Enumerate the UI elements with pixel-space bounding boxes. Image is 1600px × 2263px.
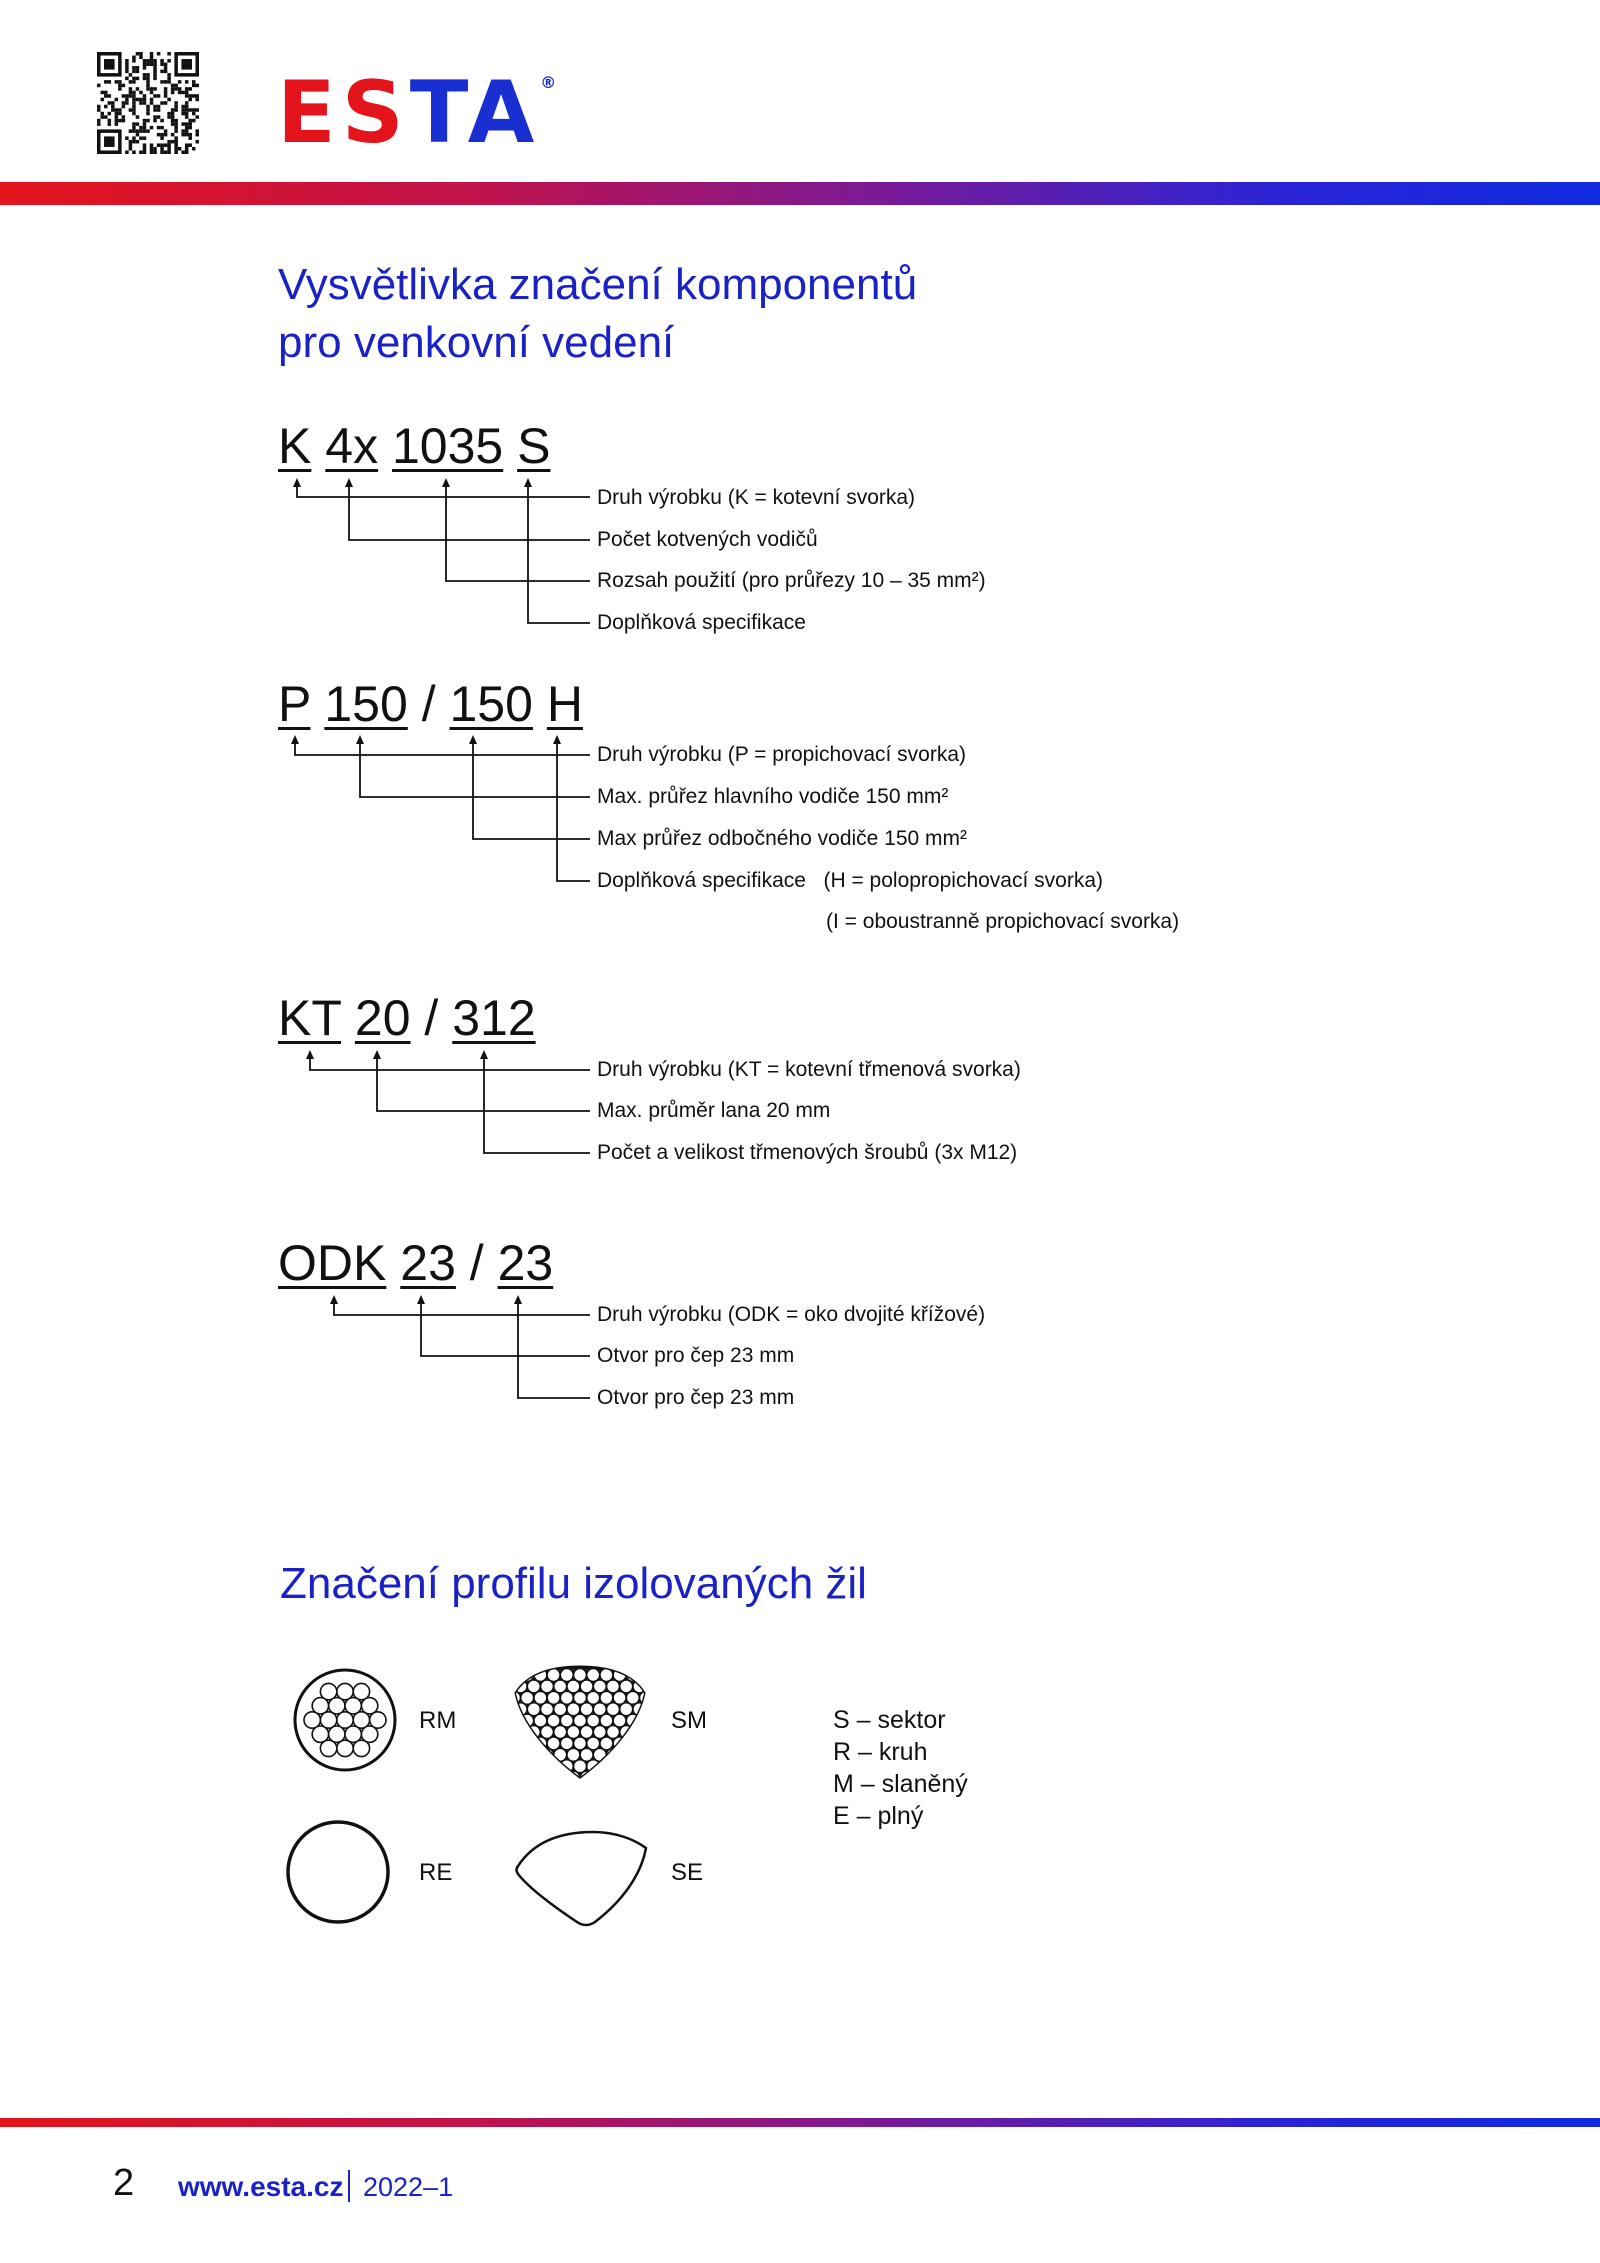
code-part: 312: [452, 990, 536, 1046]
leader-lines-code4: [330, 1295, 590, 1398]
sector-solid-profile-icon: [513, 1826, 651, 1928]
code3-desc-2: Max. průměr lana 20 mm: [597, 1099, 831, 1122]
code4-desc-1: Druh výrobku (ODK = oko dvojité křížové): [597, 1303, 986, 1326]
legend-item-m: M – slaněný: [833, 1770, 968, 1798]
profile-label-re: RE: [419, 1859, 453, 1886]
legend-item-e: E – plný: [833, 1802, 924, 1830]
code-part: S: [517, 418, 551, 474]
logo-letter: T: [409, 63, 468, 163]
code2-desc-1: Druh výrobku (P = propichovací svorka): [597, 743, 967, 766]
profile-label-sm: SM: [671, 1707, 707, 1734]
code-part: 23: [497, 1235, 554, 1291]
code1-desc-3: Rozsah použití (pro průřezy 10 – 35 mm²): [597, 569, 986, 592]
profile-legend: [833, 1704, 968, 1832]
round-solid-profile-icon: [284, 1818, 392, 1926]
logo-letter: A: [467, 63, 541, 163]
code-part: 23: [400, 1235, 456, 1291]
code2-desc-3: Max průřez odbočného vodiče 150 mm²: [597, 827, 968, 850]
code-part: 150: [324, 676, 408, 732]
footer-divider: [348, 2170, 350, 2202]
section-title-line1: Vysvětlivka značení komponentů: [278, 260, 918, 309]
edition-label: 2022–1: [363, 2172, 454, 2202]
code3-desc-1: Druh výrobku (KT = kotevní třmenová svorka): [597, 1058, 1021, 1081]
logo-letter: S: [341, 63, 410, 163]
code-part: KT: [278, 990, 341, 1046]
sector-stranded-profile-icon: [510, 1665, 650, 1783]
code2-desc-2: Max. průřez hlavního vodiče 150 mm²: [597, 785, 949, 808]
code-part: 4x: [325, 418, 379, 474]
page-number: 2: [113, 2162, 135, 2204]
profiles-section-title: Značení profilu izolovaných žil: [280, 1559, 867, 1608]
website-link[interactable]: www.esta.cz: [178, 2171, 344, 2202]
leader-lines-code3: [306, 1050, 590, 1153]
logo-letter: E: [277, 63, 342, 163]
profile-label-rm: RM: [419, 1707, 457, 1734]
profile-label-se: SE: [671, 1859, 704, 1886]
code1-desc-1: Druh výrobku (K = kotevní svorka): [597, 486, 916, 509]
legend-item-r: R – kruh: [833, 1738, 928, 1766]
code2-extra-note: (I = oboustranně propichovací svorka): [826, 910, 1180, 933]
section-title-line2: pro venkovní vedení: [278, 318, 675, 367]
code-part: 150: [449, 676, 533, 732]
code4-desc-3: Otvor pro čep 23 mm: [597, 1386, 795, 1409]
leader-lines-code2: [291, 735, 590, 881]
footer-gradient-band: [0, 2118, 1600, 2127]
code-part: 20: [354, 990, 411, 1046]
code3-desc-3: Počet a velikost třmenových šroubů (3x M12): [597, 1141, 1018, 1164]
code-part: ODK: [278, 1235, 387, 1291]
round-stranded-profile-icon: [290, 1665, 400, 1775]
code-part: K: [278, 418, 312, 474]
code-odk-23-23: ODK 23 / 23: [278, 1235, 554, 1291]
esta-logo: ESTA®: [277, 63, 557, 163]
legend-item-s: S – sektor: [833, 1706, 946, 1734]
code4-desc-2: Otvor pro čep 23 mm: [597, 1344, 795, 1367]
code1-desc-4: Doplňková specifikace: [597, 611, 806, 634]
code-part: H: [546, 676, 583, 732]
code-p-150-150-h: P 150 / 150 H: [278, 676, 583, 732]
code1-desc-2: Počet kotvených vodičů: [597, 528, 818, 551]
code-kt-20-312: KT 20 / 312: [278, 990, 536, 1046]
code-part: 1035: [391, 418, 504, 474]
leader-lines-code1: [293, 478, 590, 623]
code2-desc-4: Doplňková specifikace (H = polopropichovací svorka): [597, 869, 1103, 892]
code-part: P: [278, 676, 311, 732]
